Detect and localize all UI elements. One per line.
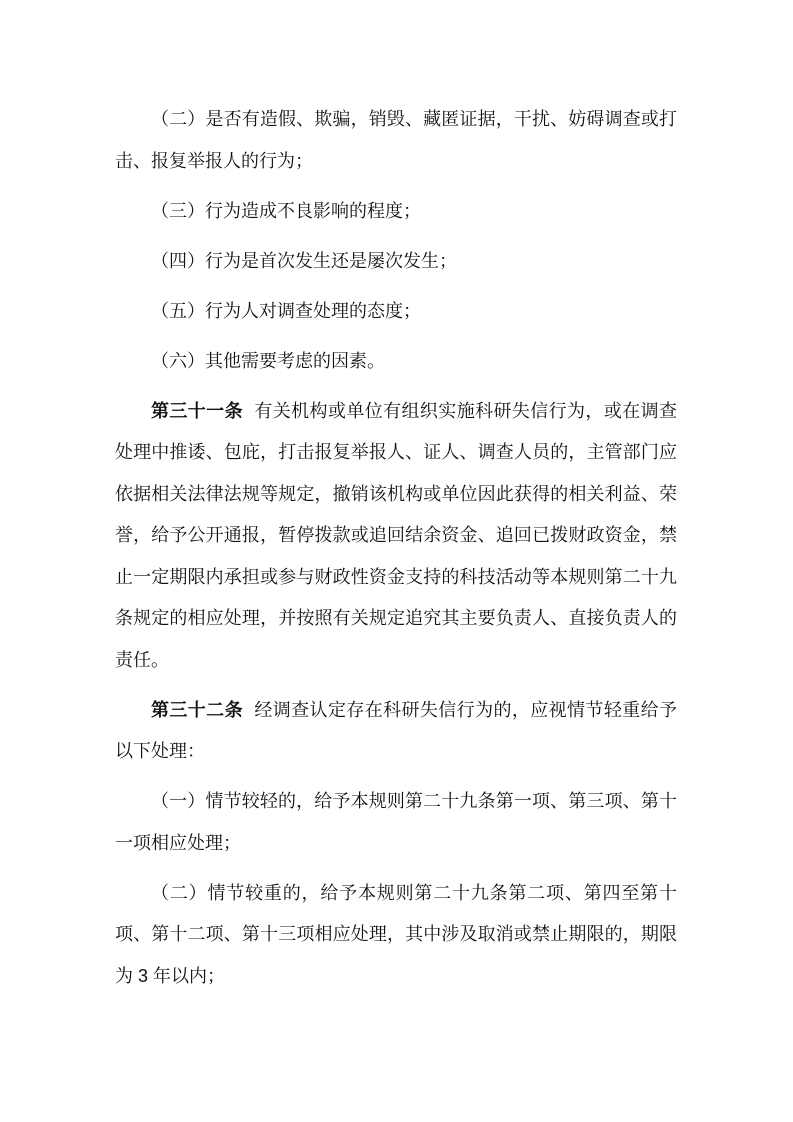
list-item-paragraph <box>115 781 677 864</box>
paragraph-text: 有关机构或单位有组织实施科研失信行为，或在调查处理中推诿、包庇，打击报复举报人、证人、调查人员的，主管部门应依据相关法律法规等规定，撤销该机构或单位因此获得的相关利益、荣誉，给予公开通报，暂停拨款或追回结余资金、追回已拨财政资金，禁止一定期限内承担或参与财政性资金支持的科技活动等本规则第二十九条规定的相应处理，并按照有关规定追究其主要负责人、直接负责人的责任。 <box>115 400 678 670</box>
list-item-paragraph <box>115 291 677 333</box>
article-number: 第三十二条 <box>151 699 243 720</box>
paragraph-text: （三）行为造成不良影响的程度； <box>151 200 421 221</box>
article-paragraph <box>115 391 677 682</box>
article-paragraph <box>115 690 677 773</box>
paragraph-text: （六）其他需要考虑的因素。 <box>151 350 385 371</box>
document-body <box>115 99 677 997</box>
paragraph-text: （一）情节较轻的，给予本规则第二十九条第一项、第三项、第十一项相应处理； <box>115 791 677 853</box>
list-item-paragraph <box>115 99 677 182</box>
list-item-paragraph <box>115 241 677 283</box>
list-item-paragraph <box>115 191 677 233</box>
paragraph-text: （二）情节较重的，给予本规则第二十九条第二项、第四至第十项、第十二项、第十三项相应处理，其中涉及取消或禁止期限的，期限为 3 年以内； <box>115 882 677 986</box>
paragraph-text: 经调查认定存在科研失信行为的，应视情节轻重给予以下处理： <box>115 699 678 761</box>
list-item-paragraph <box>115 873 677 998</box>
article-number: 第三十一条 <box>151 400 243 421</box>
list-item-paragraph <box>115 341 677 383</box>
paragraph-text: （五）行为人对调查处理的态度； <box>151 300 421 321</box>
paragraph-text: （二）是否有造假、欺骗，销毁、藏匿证据，干扰、妨碍调查或打击、报复举报人的行为； <box>115 109 677 171</box>
paragraph-text: （四）行为是首次发生还是屡次发生； <box>151 250 457 271</box>
